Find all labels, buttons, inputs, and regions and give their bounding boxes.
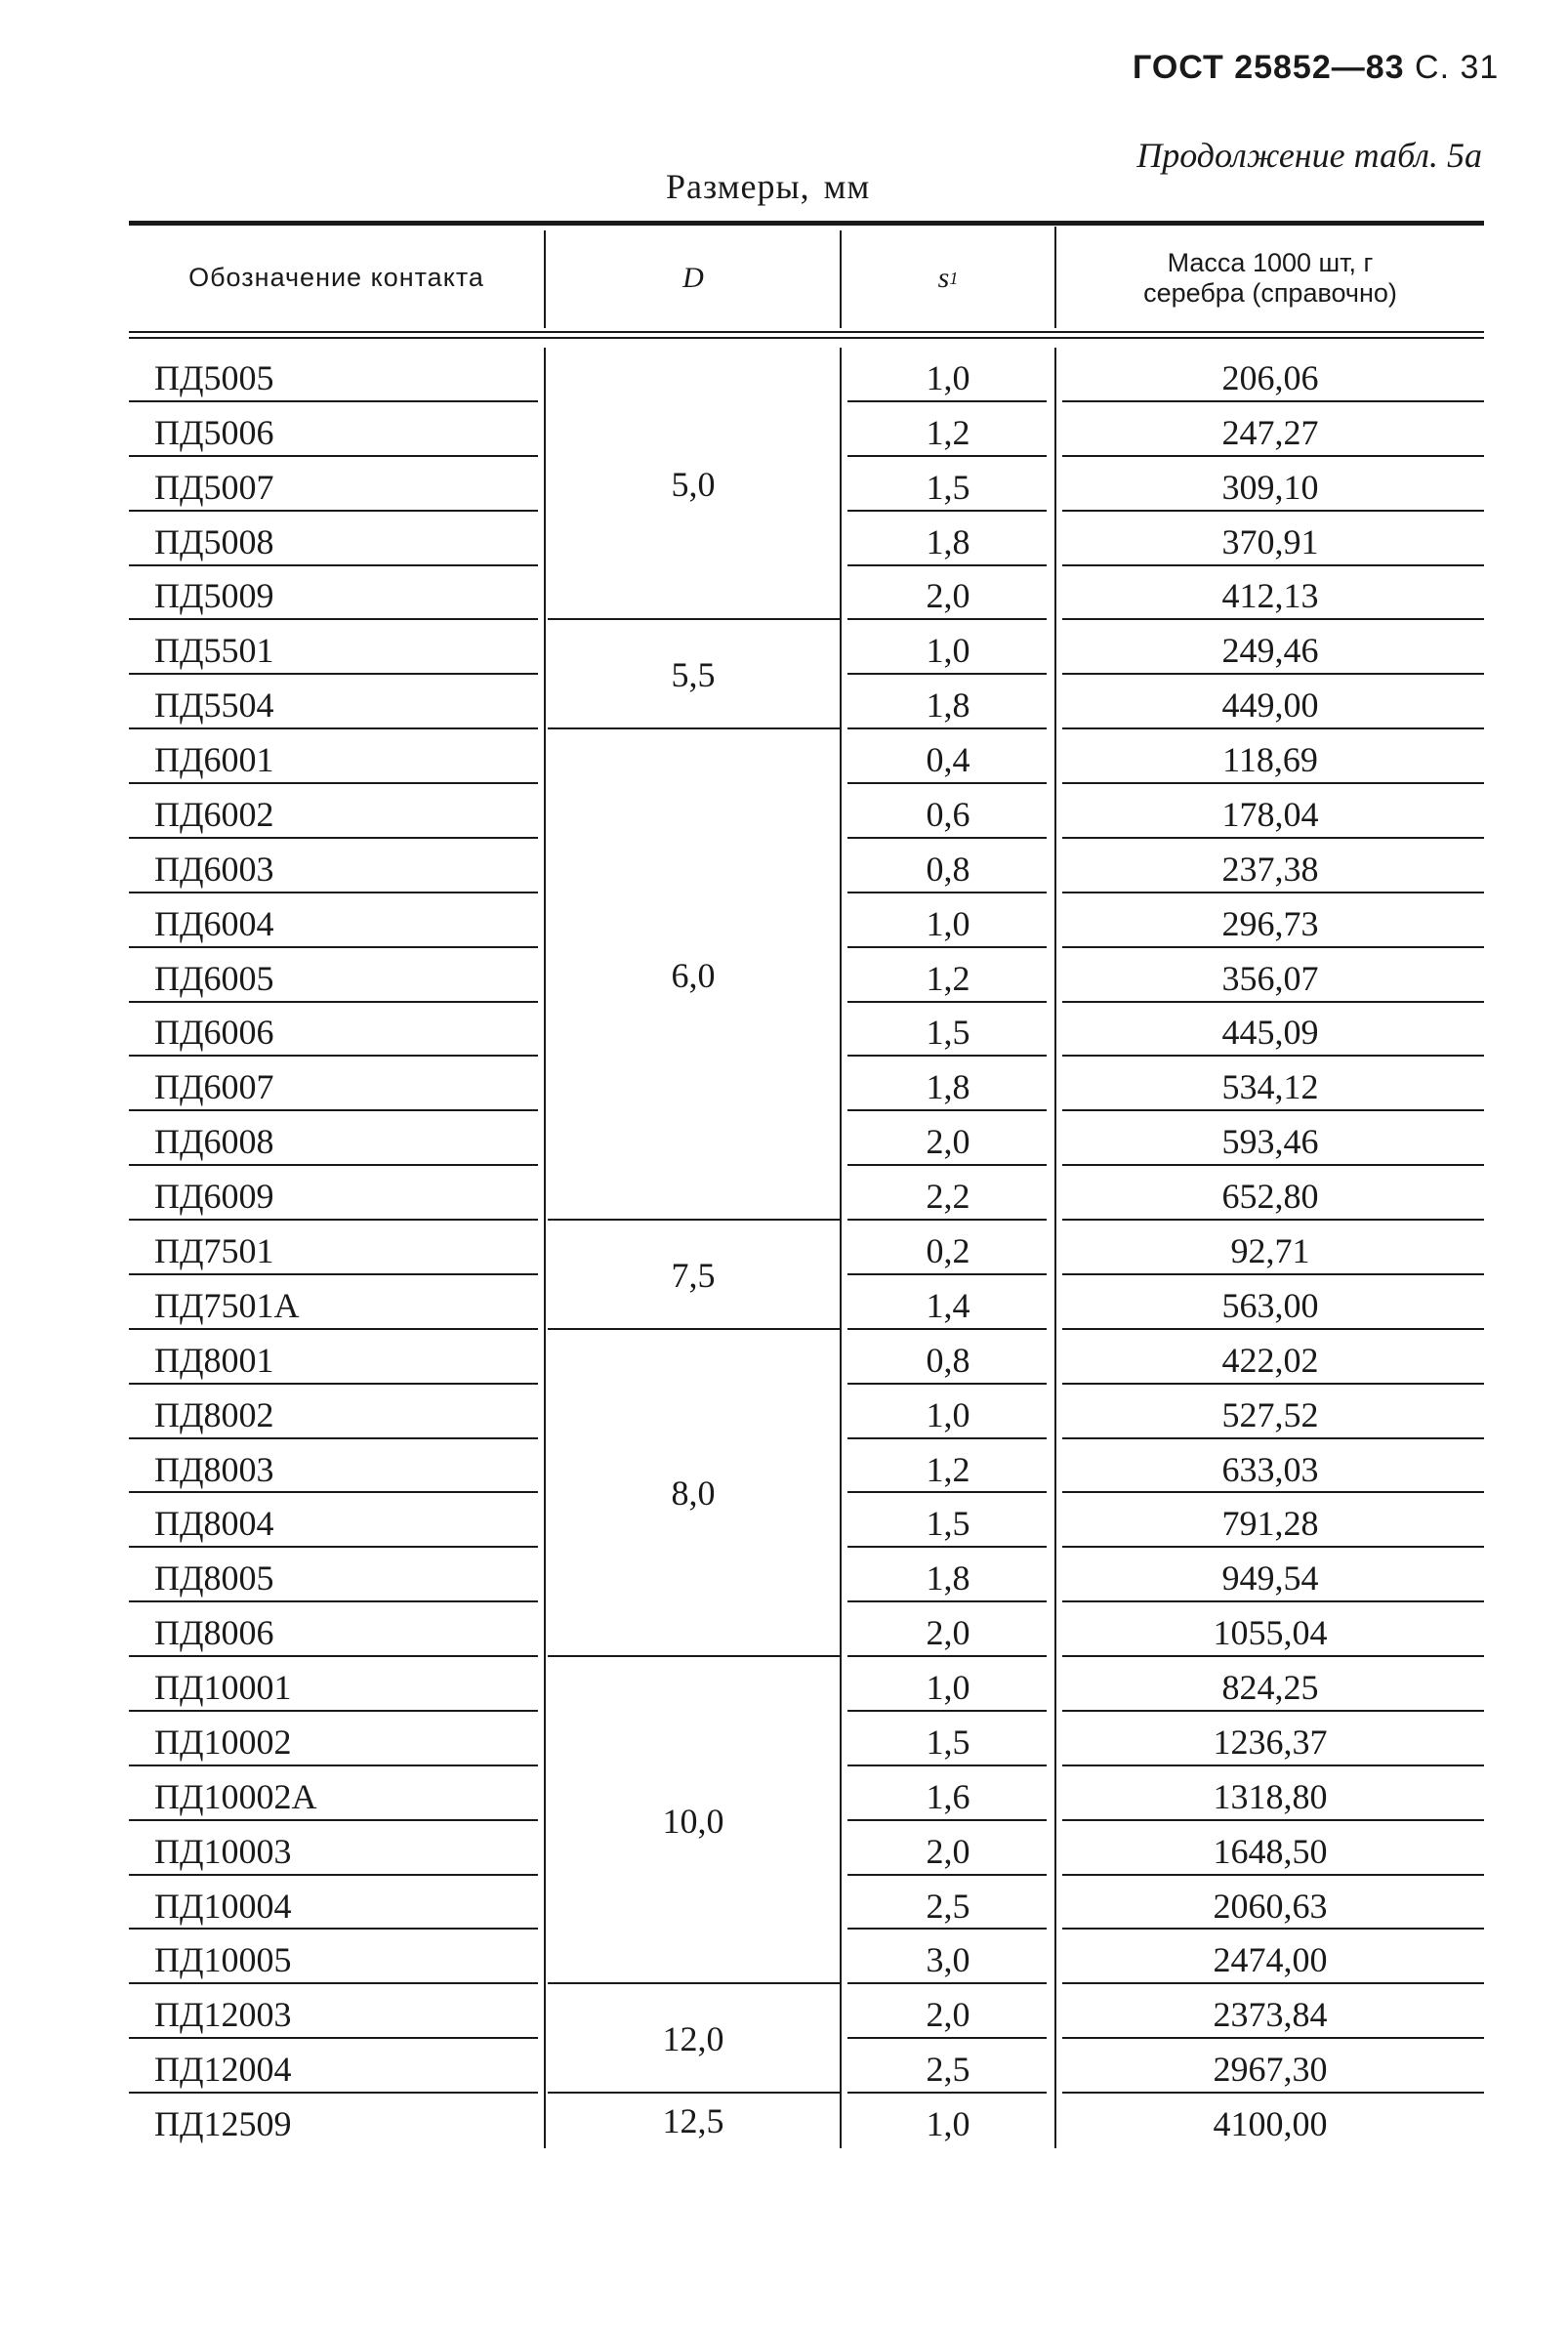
row-separator bbox=[847, 1874, 1047, 1876]
row-separator bbox=[847, 1600, 1047, 1602]
row-designation: ПД12509 bbox=[154, 2104, 292, 2144]
row-designation: ПД5005 bbox=[154, 357, 274, 397]
row-designation: ПД5006 bbox=[154, 412, 274, 452]
row-mass: 237,38 bbox=[1221, 849, 1319, 889]
row-s1: 1,2 bbox=[926, 958, 970, 998]
row-s1: 1,2 bbox=[926, 1449, 970, 1489]
row-mass: 527,52 bbox=[1221, 1394, 1319, 1434]
row-separator bbox=[1062, 400, 1484, 402]
row-separator bbox=[129, 1164, 538, 1166]
standard-number: ГОСТ 25852—83 bbox=[1133, 49, 1405, 86]
group-d-value: 5,5 bbox=[671, 655, 716, 695]
row-s1: 1,8 bbox=[926, 685, 970, 726]
row-s1: 1,5 bbox=[926, 1013, 970, 1053]
row-separator bbox=[1062, 1383, 1484, 1385]
row-separator bbox=[1062, 2092, 1484, 2094]
row-separator bbox=[1062, 1982, 1484, 1984]
group-separator bbox=[548, 618, 840, 620]
page-number: С. 31 bbox=[1415, 49, 1500, 86]
row-s1: 1,8 bbox=[926, 1067, 970, 1107]
row-separator bbox=[847, 510, 1047, 512]
row-separator bbox=[1062, 510, 1484, 512]
row-mass: 118,69 bbox=[1222, 740, 1318, 780]
row-s1: 0,4 bbox=[926, 740, 970, 780]
row-separator bbox=[129, 1437, 538, 1439]
row-mass: 593,46 bbox=[1221, 1122, 1319, 1162]
row-separator bbox=[1062, 618, 1484, 620]
row-separator bbox=[129, 455, 538, 457]
row-separator bbox=[1062, 1164, 1484, 1166]
row-designation: ПД12004 bbox=[154, 2050, 292, 2090]
row-separator bbox=[129, 1219, 538, 1221]
row-separator bbox=[847, 1109, 1047, 1111]
row-separator bbox=[129, 1928, 538, 1930]
column-header-designation: Обозначение контакта bbox=[188, 263, 484, 293]
row-designation: ПД6008 bbox=[154, 1122, 274, 1162]
row-separator bbox=[847, 400, 1047, 402]
row-mass: 949,54 bbox=[1221, 1558, 1319, 1598]
row-designation: ПД6004 bbox=[154, 903, 274, 943]
units-unit: мм bbox=[823, 167, 871, 206]
row-mass: 1055,04 bbox=[1213, 1613, 1328, 1653]
row-separator bbox=[129, 1655, 538, 1657]
row-separator bbox=[847, 1765, 1047, 1766]
row-s1: 1,0 bbox=[926, 357, 970, 397]
column-header-s1 bbox=[842, 227, 1054, 330]
row-separator bbox=[129, 673, 538, 675]
row-separator bbox=[129, 1600, 538, 1602]
row-mass: 370,91 bbox=[1221, 521, 1319, 561]
row-separator bbox=[847, 673, 1047, 675]
row-separator bbox=[847, 1437, 1047, 1439]
row-mass: 2373,84 bbox=[1213, 1995, 1328, 2035]
standard-code bbox=[1133, 49, 1499, 87]
row-separator bbox=[129, 1710, 538, 1712]
row-separator bbox=[847, 618, 1047, 620]
group-d-value: 12,5 bbox=[662, 2101, 724, 2141]
row-separator bbox=[847, 782, 1047, 784]
row-s1: 1,8 bbox=[926, 1558, 970, 1598]
row-s1: 1,8 bbox=[926, 521, 970, 561]
row-separator bbox=[129, 782, 538, 784]
group-d-value: 12,0 bbox=[662, 2019, 724, 2059]
row-separator bbox=[847, 1928, 1047, 1930]
row-separator bbox=[129, 1383, 538, 1385]
row-separator bbox=[129, 1273, 538, 1275]
row-separator bbox=[129, 1001, 538, 1003]
row-separator bbox=[847, 727, 1047, 729]
row-s1: 0,8 bbox=[926, 1340, 970, 1380]
row-separator bbox=[1062, 892, 1484, 893]
row-designation: ПД6001 bbox=[154, 740, 274, 780]
row-separator bbox=[847, 892, 1047, 893]
row-separator bbox=[1062, 946, 1484, 948]
group-separator bbox=[548, 1655, 840, 1657]
row-separator bbox=[847, 1219, 1047, 1221]
row-s1: 1,6 bbox=[926, 1776, 970, 1816]
row-separator bbox=[1062, 1600, 1484, 1602]
row-mass: 4100,00 bbox=[1213, 2104, 1328, 2144]
row-separator bbox=[847, 2037, 1047, 2039]
row-s1: 1,0 bbox=[926, 2104, 970, 2144]
row-mass: 563,00 bbox=[1221, 1285, 1319, 1325]
row-separator bbox=[1062, 1546, 1484, 1548]
row-mass: 422,02 bbox=[1221, 1340, 1319, 1380]
row-mass: 824,25 bbox=[1221, 1668, 1319, 1708]
row-separator bbox=[847, 1164, 1047, 1166]
row-mass: 791,28 bbox=[1221, 1504, 1319, 1544]
row-s1: 1,0 bbox=[926, 1394, 970, 1434]
row-separator bbox=[1062, 1055, 1484, 1057]
row-separator bbox=[1062, 837, 1484, 839]
row-separator bbox=[847, 1001, 1047, 1003]
column-header-s1-base: s bbox=[937, 261, 950, 294]
row-separator bbox=[847, 1273, 1047, 1275]
row-separator bbox=[1062, 1219, 1484, 1221]
row-separator bbox=[129, 1819, 538, 1821]
row-separator bbox=[1062, 455, 1484, 457]
row-separator bbox=[129, 2037, 538, 2039]
row-separator bbox=[1062, 1874, 1484, 1876]
row-mass: 247,27 bbox=[1221, 412, 1319, 452]
row-separator bbox=[847, 1383, 1047, 1385]
row-s1: 1,2 bbox=[926, 412, 970, 452]
row-separator bbox=[1062, 1273, 1484, 1275]
row-separator bbox=[1062, 1765, 1484, 1766]
row-separator bbox=[1062, 1491, 1484, 1493]
group-d-value: 7,5 bbox=[671, 1255, 716, 1295]
row-separator bbox=[1062, 1928, 1484, 1930]
row-mass: 296,73 bbox=[1221, 903, 1319, 943]
row-designation: ПД10001 bbox=[154, 1668, 292, 1708]
row-separator bbox=[1062, 564, 1484, 566]
row-separator bbox=[129, 892, 538, 893]
row-designation: ПД10004 bbox=[154, 1886, 292, 1926]
row-separator bbox=[1062, 1710, 1484, 1712]
row-separator bbox=[1062, 1437, 1484, 1439]
column-header-s1-subscript: 1 bbox=[949, 268, 959, 288]
row-separator bbox=[129, 1546, 538, 1548]
row-s1: 2,0 bbox=[926, 576, 970, 616]
header-bottom-rule bbox=[129, 331, 1484, 333]
row-separator bbox=[847, 1710, 1047, 1712]
row-mass: 206,06 bbox=[1221, 357, 1319, 397]
row-designation: ПД8001 bbox=[154, 1340, 274, 1380]
header-divider-3 bbox=[1054, 227, 1056, 328]
row-designation: ПД10003 bbox=[154, 1831, 292, 1871]
row-designation: ПД5009 bbox=[154, 576, 274, 616]
row-mass: 534,12 bbox=[1221, 1067, 1319, 1107]
row-s1: 2,0 bbox=[926, 1831, 970, 1871]
group-separator bbox=[548, 2092, 840, 2094]
row-designation: ПД6002 bbox=[154, 794, 274, 834]
row-s1: 0,6 bbox=[926, 794, 970, 834]
row-separator bbox=[1062, 1328, 1484, 1330]
row-mass: 92,71 bbox=[1230, 1231, 1310, 1270]
row-mass: 652,80 bbox=[1221, 1177, 1319, 1217]
row-separator bbox=[847, 1055, 1047, 1057]
row-separator bbox=[129, 618, 538, 620]
row-separator bbox=[129, 510, 538, 512]
group-d-value: 5,0 bbox=[671, 464, 716, 504]
row-designation: ПД7501А bbox=[154, 1285, 300, 1325]
row-designation: ПД5504 bbox=[154, 685, 274, 726]
row-separator bbox=[847, 1819, 1047, 1821]
row-designation: ПД8003 bbox=[154, 1449, 274, 1489]
row-designation: ПД6005 bbox=[154, 958, 274, 998]
table-top-rule bbox=[129, 221, 1484, 226]
row-separator bbox=[129, 1982, 538, 1984]
row-designation: ПД10005 bbox=[154, 1940, 292, 1980]
row-mass: 2967,30 bbox=[1213, 2050, 1328, 2090]
row-designation: ПД12003 bbox=[154, 1995, 292, 2035]
row-s1: 2,5 bbox=[926, 2050, 970, 2090]
row-designation: ПД6003 bbox=[154, 849, 274, 889]
row-s1: 2,5 bbox=[926, 1886, 970, 1926]
row-designation: ПД5008 bbox=[154, 521, 274, 561]
row-separator bbox=[1062, 727, 1484, 729]
row-separator bbox=[847, 1655, 1047, 1657]
row-separator bbox=[129, 727, 538, 729]
row-separator bbox=[847, 1328, 1047, 1330]
row-s1: 1,0 bbox=[926, 1668, 970, 1708]
row-separator bbox=[1062, 1655, 1484, 1657]
row-separator bbox=[847, 1491, 1047, 1493]
row-mass: 2060,63 bbox=[1213, 1886, 1328, 1926]
row-mass: 1648,50 bbox=[1213, 1831, 1328, 1871]
column-header-mass bbox=[1056, 227, 1484, 330]
row-separator bbox=[1062, 673, 1484, 675]
row-mass: 178,04 bbox=[1221, 794, 1319, 834]
row-designation: ПД7501 bbox=[154, 1231, 274, 1270]
row-separator bbox=[129, 1874, 538, 1876]
row-s1: 1,5 bbox=[926, 467, 970, 507]
row-s1: 0,8 bbox=[926, 849, 970, 889]
group-separator bbox=[548, 1982, 840, 1984]
row-s1: 1,4 bbox=[926, 1285, 970, 1325]
row-separator bbox=[1062, 1001, 1484, 1003]
row-mass: 633,03 bbox=[1221, 1449, 1319, 1489]
row-mass: 449,00 bbox=[1221, 685, 1319, 726]
group-separator bbox=[548, 1219, 840, 1221]
row-s1: 1,5 bbox=[926, 1504, 970, 1544]
row-s1: 0,2 bbox=[926, 1231, 970, 1270]
row-separator bbox=[847, 837, 1047, 839]
row-separator bbox=[129, 837, 538, 839]
row-separator bbox=[847, 455, 1047, 457]
column-divider-1 bbox=[544, 348, 546, 2148]
row-mass: 1318,80 bbox=[1213, 1776, 1328, 1816]
row-designation: ПД10002А bbox=[154, 1776, 317, 1816]
row-s1: 2,0 bbox=[926, 1613, 970, 1653]
row-separator bbox=[129, 1328, 538, 1330]
row-designation: ПД8002 bbox=[154, 1394, 274, 1434]
row-separator bbox=[129, 946, 538, 948]
header-bottom-rule-second bbox=[129, 337, 1484, 339]
row-mass: 412,13 bbox=[1221, 576, 1319, 616]
row-designation: ПД8004 bbox=[154, 1504, 274, 1544]
units-caption bbox=[666, 166, 870, 207]
row-designation: ПД8006 bbox=[154, 1613, 274, 1653]
group-d-value: 10,0 bbox=[662, 1801, 724, 1841]
column-header-d: D bbox=[682, 261, 704, 294]
row-designation: ПД5007 bbox=[154, 467, 274, 507]
row-mass: 2474,00 bbox=[1213, 1940, 1328, 1980]
row-designation: ПД5501 bbox=[154, 631, 274, 671]
row-designation: ПД10002 bbox=[154, 1722, 292, 1762]
row-s1: 2,2 bbox=[926, 1177, 970, 1217]
row-separator bbox=[1062, 782, 1484, 784]
row-designation: ПД6009 bbox=[154, 1177, 274, 1217]
row-separator bbox=[129, 1055, 538, 1057]
column-header-mass-line2: серебра (справочно) bbox=[1143, 278, 1397, 308]
group-d-value: 6,0 bbox=[671, 955, 716, 995]
row-s1: 3,0 bbox=[926, 1940, 970, 1980]
row-s1: 2,0 bbox=[926, 1995, 970, 2035]
row-designation: ПД6007 bbox=[154, 1067, 274, 1107]
row-separator bbox=[1062, 1819, 1484, 1821]
group-separator bbox=[548, 1328, 840, 1330]
row-mass: 356,07 bbox=[1221, 958, 1319, 998]
row-separator bbox=[847, 1982, 1047, 1984]
row-separator bbox=[129, 400, 538, 402]
row-mass: 445,09 bbox=[1221, 1013, 1319, 1053]
row-separator bbox=[847, 1546, 1047, 1548]
row-s1: 2,0 bbox=[926, 1122, 970, 1162]
header-divider-2 bbox=[840, 230, 842, 328]
row-s1: 1,0 bbox=[926, 631, 970, 671]
row-designation: ПД8005 bbox=[154, 1558, 274, 1598]
row-separator bbox=[129, 1765, 538, 1766]
units-label: Размеры, bbox=[666, 167, 810, 206]
row-designation: ПД6006 bbox=[154, 1013, 274, 1053]
row-s1: 1,5 bbox=[926, 1722, 970, 1762]
row-separator bbox=[847, 946, 1047, 948]
row-separator bbox=[129, 1491, 538, 1493]
row-separator bbox=[1062, 2037, 1484, 2039]
row-mass: 309,10 bbox=[1221, 467, 1319, 507]
group-d-value: 8,0 bbox=[671, 1474, 716, 1514]
row-separator bbox=[1062, 1109, 1484, 1111]
column-header-mass-line1: Масса 1000 шт, г bbox=[1167, 247, 1374, 277]
row-s1: 1,0 bbox=[926, 903, 970, 943]
group-separator bbox=[548, 727, 840, 729]
header-divider-1 bbox=[544, 230, 546, 328]
row-mass: 1236,37 bbox=[1213, 1722, 1328, 1762]
row-separator bbox=[847, 564, 1047, 566]
row-separator bbox=[129, 2092, 538, 2094]
row-mass: 249,46 bbox=[1221, 631, 1319, 671]
row-separator bbox=[129, 564, 538, 566]
table-continuation-note: Продолжение табл. 5а bbox=[1136, 136, 1482, 175]
row-separator bbox=[847, 2092, 1047, 2094]
row-separator bbox=[129, 1109, 538, 1111]
